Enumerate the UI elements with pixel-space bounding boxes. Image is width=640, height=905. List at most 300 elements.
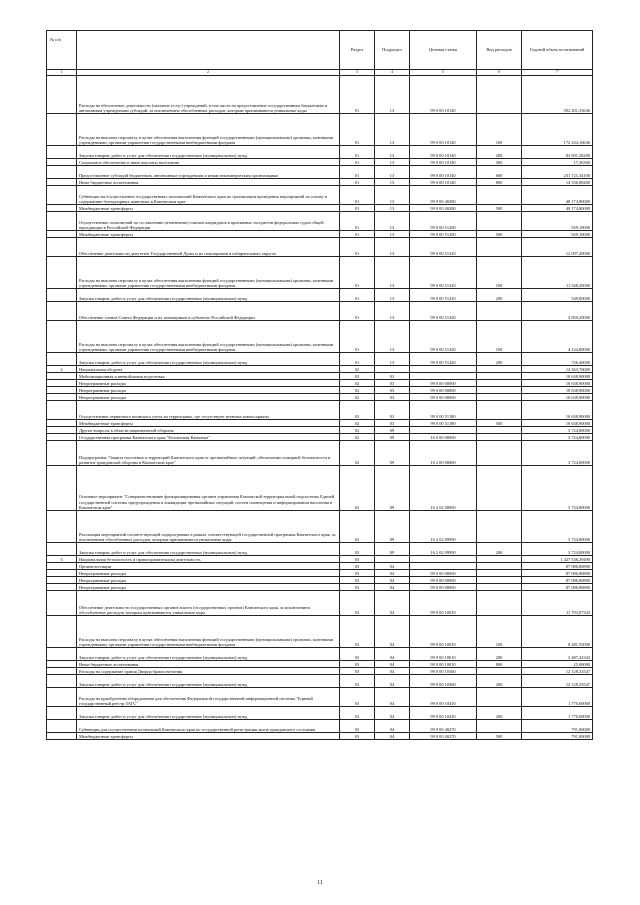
row-name-cell: Органы юстиции xyxy=(77,563,340,570)
row-section-cell: 03 xyxy=(340,591,375,616)
row-target-item-cell: 16 0 00 00000 xyxy=(410,434,477,441)
row-amount-cell: 48 174,80000 xyxy=(522,205,593,212)
row-amount-cell: 12 128,33547 xyxy=(522,668,593,675)
row-number-cell xyxy=(47,570,77,577)
row-section-cell: 01 xyxy=(340,179,375,186)
row-number-cell xyxy=(47,427,77,434)
row-section-cell: 02 xyxy=(340,394,375,401)
row-amount-cell: 87 086,80890 xyxy=(522,570,593,577)
row-expense-type-cell: 200 xyxy=(477,675,522,688)
row-section-cell: 03 xyxy=(340,733,375,740)
row-section-cell: 01 xyxy=(340,257,375,289)
row-number-cell xyxy=(47,577,77,584)
table-row xyxy=(47,720,593,733)
budget-document xyxy=(46,30,588,740)
row-name-cell: Основное мероприятие "Совершенствование функционирования органов управления Камчатской территориальной подсистемы Единой государственной системы предупреждения и ликвидации чрезвычайных ситуаций, систем оповещения и информирования населения в Камчатском крае" xyxy=(77,466,340,511)
table-row xyxy=(47,114,593,146)
table-row xyxy=(47,434,593,441)
row-target-item-cell xyxy=(410,556,477,563)
row-number-cell xyxy=(47,353,77,366)
row-name-cell: Национальная оборона xyxy=(77,366,340,373)
row-expense-type-cell: 500 xyxy=(477,420,522,427)
row-section-cell: 03 xyxy=(340,648,375,661)
row-target-item-cell: 99 0 00 10140 xyxy=(410,159,477,166)
row-section-cell: 03 xyxy=(340,668,375,675)
row-subsection-cell: 03 xyxy=(375,380,410,387)
row-amount-cell: 8 281,55000 xyxy=(522,616,593,648)
row-name-cell: Социальное обеспечение и иные выплаты населению xyxy=(77,159,340,166)
row-section-cell: 02 xyxy=(340,543,375,556)
table-row xyxy=(47,570,593,577)
row-target-item-cell: 99 0 00 00000 xyxy=(410,584,477,591)
row-expense-type-cell: 100 xyxy=(477,321,522,353)
row-number-cell xyxy=(47,441,77,466)
table-row xyxy=(47,186,593,205)
table-row xyxy=(47,648,593,661)
row-amount-cell: 1 770,00000 xyxy=(522,707,593,720)
row-subsection-cell: 04 xyxy=(375,648,410,661)
row-target-item-cell: 99 0 00 51180 xyxy=(410,401,477,420)
row-section-cell: 03 xyxy=(340,616,375,648)
row-target-item-cell: 16 2 02 09990 xyxy=(410,511,477,543)
row-name-cell: Закупка товаров, работ и услуг для обеспечения государственных (муниципальных) нужд xyxy=(77,648,340,661)
row-target-item-cell: 99 0 00 40280 xyxy=(410,205,477,212)
row-number-cell xyxy=(47,401,77,420)
row-expense-type-cell: 800 xyxy=(477,661,522,668)
row-target-item-cell: 99 0 00 51420 xyxy=(410,353,477,366)
row-target-item-cell: 99 0 00 10140 xyxy=(410,166,477,179)
row-subsection-cell: 13 xyxy=(375,238,410,257)
row-name-cell: Субвенции на осуществление государственных полномочий Камчатского края по организации проведения мероприятий по отлову и содержанию безнадзорных животных в Камчатском крае xyxy=(77,186,340,205)
table-row xyxy=(47,584,593,591)
row-section-cell: 02 xyxy=(340,373,375,380)
row-section-cell: 02 xyxy=(340,434,375,441)
row-section-cell: 01 xyxy=(340,76,375,114)
row-number-cell: 3 xyxy=(47,556,77,563)
row-number-cell xyxy=(47,212,77,231)
row-section-cell: 02 xyxy=(340,420,375,427)
row-subsection-cell: 03 xyxy=(375,420,410,427)
row-number-cell xyxy=(47,321,77,353)
row-amount-cell: 3 724,80000 xyxy=(522,441,593,466)
row-target-item-cell: 16 2 02 09990 xyxy=(410,543,477,556)
row-target-item-cell: 99 0 00 10140 xyxy=(410,146,477,159)
row-number-cell xyxy=(47,76,77,114)
row-expense-type-cell xyxy=(477,720,522,733)
row-name-cell: Межбюджетные трансферты xyxy=(77,205,340,212)
row-subsection-cell: 04 xyxy=(375,577,410,584)
row-amount-cell: 10 638,90000 xyxy=(522,401,593,420)
row-subsection-cell: 13 xyxy=(375,231,410,238)
row-amount-cell: 12 097,20000 xyxy=(522,238,593,257)
row-name-cell: Закупка товаров, работ и услуг для обеспечения государственных (муниципальных) нужд xyxy=(77,289,340,302)
row-number-cell xyxy=(47,648,77,661)
row-amount-cell: 1 427 536,29490 xyxy=(522,556,593,563)
row-amount-cell: 3 724,80000 xyxy=(522,511,593,543)
row-section-cell: 02 xyxy=(340,387,375,394)
row-number-cell xyxy=(47,231,77,238)
row-number-cell xyxy=(47,661,77,668)
row-expense-type-cell: 300 xyxy=(477,159,522,166)
row-name-cell: Непрограммные расходы xyxy=(77,577,340,584)
row-expense-type-cell xyxy=(477,591,522,616)
row-target-item-cell: 99 0 00 10010 xyxy=(410,591,477,616)
row-section-cell: 01 xyxy=(340,166,375,179)
row-target-item-cell: 99 0 00 51410 xyxy=(410,289,477,302)
row-target-item-cell xyxy=(410,373,477,380)
row-amount-cell: 10 638,90000 xyxy=(522,380,593,387)
row-subsection-cell: 04 xyxy=(375,591,410,616)
row-target-item-cell xyxy=(410,366,477,373)
row-section-cell: 02 xyxy=(340,511,375,543)
row-subsection-cell: 09 xyxy=(375,511,410,543)
budget-table xyxy=(46,30,593,740)
row-subsection-cell: 04 xyxy=(375,675,410,688)
row-amount-cell: 791,00000 xyxy=(522,733,593,740)
row-name-cell: Государственная программа Камчатского края "Безопасная Камчатка" xyxy=(77,434,340,441)
row-expense-type-cell xyxy=(477,373,522,380)
row-subsection-cell: 04 xyxy=(375,563,410,570)
header-number: № п/п xyxy=(47,31,77,70)
row-target-item-cell: 99 0 00 00000 xyxy=(410,394,477,401)
table-row xyxy=(47,257,593,289)
row-expense-type-cell xyxy=(477,394,522,401)
row-expense-type-cell: 100 xyxy=(477,114,522,146)
row-amount-cell: 929,10000 xyxy=(522,212,593,231)
header-name xyxy=(77,31,340,70)
row-expense-type-cell: 500 xyxy=(477,733,522,740)
row-number-cell xyxy=(47,543,77,556)
row-number-cell xyxy=(47,373,77,380)
row-expense-type-cell: 200 xyxy=(477,707,522,720)
row-subsection-cell xyxy=(375,556,410,563)
row-name-cell: Непрограммные расходы xyxy=(77,380,340,387)
row-expense-type-cell xyxy=(477,466,522,511)
column-index: 6 xyxy=(477,70,522,76)
row-expense-type-cell xyxy=(477,380,522,387)
row-amount-cell: 11 548,20000 xyxy=(522,257,593,289)
table-row xyxy=(47,591,593,616)
table-row xyxy=(47,401,593,420)
row-number-cell xyxy=(47,668,77,675)
row-subsection-cell: 09 xyxy=(375,543,410,556)
table-row xyxy=(47,441,593,466)
row-number-cell xyxy=(47,289,77,302)
row-expense-type-cell: 100 xyxy=(477,616,522,648)
row-expense-type-cell: 100 xyxy=(477,257,522,289)
row-number-cell xyxy=(47,733,77,740)
row-expense-type-cell: 200 xyxy=(477,146,522,159)
row-name-cell: Непрограммные расходы xyxy=(77,387,340,394)
row-name-cell: Другие вопросы в области национальной обороны xyxy=(77,427,340,434)
row-name-cell: Закупка товаров, работ и услуг для обеспечения государственных (муниципальных) нужд xyxy=(77,353,340,366)
row-expense-type-cell xyxy=(477,688,522,707)
row-name-cell: Иные бюджетные ассигнования xyxy=(77,661,340,668)
row-number-cell xyxy=(47,563,77,570)
row-amount-cell: 87 086,80890 xyxy=(522,577,593,584)
row-name-cell: Расходы на приобретение оборудования для обеспечения Федеральной государственной информационной системы "Единый государственный реестр ЗАГС" xyxy=(77,688,340,707)
row-section-cell: 01 xyxy=(340,114,375,146)
row-name-cell: Расходы на выплаты персоналу в целях обеспечения выполнения функций государственными (муниципальными) органами, казенными учреждениями, органами управления государственными внебюджетными фондами xyxy=(77,321,340,353)
column-index: 1 xyxy=(47,70,77,76)
row-subsection-cell: 03 xyxy=(375,387,410,394)
row-subsection-cell: 13 xyxy=(375,321,410,353)
row-section-cell: 01 xyxy=(340,302,375,321)
row-amount-cell: 3 487,42343 xyxy=(522,648,593,661)
row-target-item-cell: 99 0 00 00000 xyxy=(410,380,477,387)
row-number-cell: 2 xyxy=(47,366,77,373)
row-target-item-cell: 99 0 00 51410 xyxy=(410,238,477,257)
header-subsection: Подраздел xyxy=(375,31,410,70)
row-amount-cell: 25,00000 xyxy=(522,661,593,668)
row-section-cell: 01 xyxy=(340,321,375,353)
row-amount-cell: 10 638,90000 xyxy=(522,394,593,401)
row-amount-cell: 12 128,33547 xyxy=(522,675,593,688)
row-target-item-cell xyxy=(410,427,477,434)
row-section-cell: 03 xyxy=(340,688,375,707)
row-subsection-cell: 09 xyxy=(375,441,410,466)
table-row xyxy=(47,159,593,166)
row-subsection-cell: 13 xyxy=(375,114,410,146)
row-section-cell: 01 xyxy=(340,289,375,302)
row-subsection-cell: 09 xyxy=(375,434,410,441)
row-number-cell xyxy=(47,420,77,427)
row-target-item-cell: 99 0 00 10410 xyxy=(410,688,477,707)
table-row xyxy=(47,179,593,186)
row-name-cell: Непрограммные расходы xyxy=(77,394,340,401)
column-index: 2 xyxy=(77,70,340,76)
row-target-item-cell: 99 0 00 40280 xyxy=(410,186,477,205)
row-section-cell: 03 xyxy=(340,584,375,591)
row-expense-type-cell xyxy=(477,434,522,441)
row-number-cell xyxy=(47,380,77,387)
row-name-cell: Мобилизационная и вневойсковая подготовка xyxy=(77,373,340,380)
row-name-cell: Предоставление субсидий бюджетным, автономным учреждениям и иным некоммерческим организациям xyxy=(77,166,340,179)
row-section-cell: 02 xyxy=(340,401,375,420)
row-name-cell: Обеспечение деятельности государственных органов власти (государственных органов) Камчатского края, за исключением обособленных расходов, которым присваиваются уникальные коды xyxy=(77,591,340,616)
row-expense-type-cell xyxy=(477,401,522,420)
table-row xyxy=(47,556,593,563)
table-row xyxy=(47,466,593,511)
row-expense-type-cell: 200 xyxy=(477,353,522,366)
row-subsection-cell: 04 xyxy=(375,661,410,668)
row-number-cell xyxy=(47,616,77,648)
table-row xyxy=(47,353,593,366)
row-subsection-cell: 04 xyxy=(375,616,410,648)
row-target-item-cell: 99 0 00 10410 xyxy=(410,707,477,720)
row-subsection-cell: 13 xyxy=(375,76,410,114)
row-target-item-cell: 99 0 00 10010 xyxy=(410,648,477,661)
row-subsection-cell: 03 xyxy=(375,394,410,401)
row-subsection-cell: 13 xyxy=(375,186,410,205)
row-subsection-cell: 04 xyxy=(375,570,410,577)
row-target-item-cell: 99 0 00 51200 xyxy=(410,231,477,238)
row-target-item-cell: 99 0 00 40270 xyxy=(410,733,477,740)
row-target-item-cell: 99 0 00 51420 xyxy=(410,321,477,353)
row-amount-cell: 791,00000 xyxy=(522,720,593,733)
row-target-item-cell: 99 0 00 10140 xyxy=(410,179,477,186)
row-number-cell xyxy=(47,387,77,394)
row-expense-type-cell: 500 xyxy=(477,205,522,212)
row-name-cell: Обеспечение деятельности депутатов Государственной Думы и их помощников в избирательных округах xyxy=(77,238,340,257)
row-subsection-cell: 13 xyxy=(375,146,410,159)
row-amount-cell: 87 086,80890 xyxy=(522,584,593,591)
row-name-cell: Непрограммные расходы xyxy=(77,584,340,591)
row-subsection-cell: 03 xyxy=(375,401,410,420)
row-subsection-cell: 13 xyxy=(375,212,410,231)
row-name-cell: Подпрограмма "Защита населения и территорий Камчатского края от чрезвычайных ситуаций, обеспечение пожарной безопасности и развитие гражданской обороны в Камчатском крае" xyxy=(77,441,340,466)
table-body xyxy=(47,76,593,740)
row-target-item-cell: 99 0 00 51420 xyxy=(410,302,477,321)
row-name-cell: Закупка товаров, работ и услуг для обеспечения государственных (муниципальных) нужд xyxy=(77,146,340,159)
row-section-cell: 02 xyxy=(340,366,375,373)
row-section-cell: 02 xyxy=(340,380,375,387)
row-section-cell: 03 xyxy=(340,556,375,563)
row-target-item-cell: 99 0 00 00000 xyxy=(410,387,477,394)
row-amount-cell: 87 086,80890 xyxy=(522,563,593,570)
row-name-cell: Межбюджетные трансферты xyxy=(77,231,340,238)
row-subsection-cell: 04 xyxy=(375,668,410,675)
row-number-cell xyxy=(47,707,77,720)
row-name-cell: Расходы на обеспечение деятельности (оказание услуг) учреждений, в том числе на предоставление государственным бюджетным и автономным учреждениям субсидий, за исключением обособленных расходов, которым присваиваются уникальные коды xyxy=(77,76,340,114)
row-amount-cell: 231 721,34100 xyxy=(522,166,593,179)
row-name-cell: Межбюджетные трансферты xyxy=(77,733,340,740)
row-expense-type-cell xyxy=(477,427,522,434)
row-target-item-cell: 99 0 00 51410 xyxy=(410,257,477,289)
row-subsection-cell: 04 xyxy=(375,688,410,707)
row-subsection-cell: 13 xyxy=(375,302,410,321)
row-number-cell xyxy=(47,186,77,205)
table-row xyxy=(47,380,593,387)
row-section-cell: 01 xyxy=(340,212,375,231)
row-number-cell xyxy=(47,159,77,166)
row-subsection-cell xyxy=(375,366,410,373)
row-expense-type-cell xyxy=(477,584,522,591)
row-number-cell xyxy=(47,146,77,159)
row-amount-cell: 3 724,80000 xyxy=(522,427,593,434)
header-expense-type: Вид расходов xyxy=(477,31,522,70)
row-amount-cell: 10 638,90000 xyxy=(522,373,593,380)
row-number-cell xyxy=(47,114,77,146)
row-subsection-cell: 09 xyxy=(375,427,410,434)
column-index: 3 xyxy=(340,70,375,76)
row-number-cell xyxy=(47,675,77,688)
row-number-cell xyxy=(47,166,77,179)
row-subsection-cell: 04 xyxy=(375,707,410,720)
row-name-cell: Закупка товаров, работ и услуг для обеспечения государственных (муниципальных) нужд xyxy=(77,707,340,720)
row-target-item-cell: 99 0 00 10360 xyxy=(410,675,477,688)
row-amount-cell: 14 336,88400 xyxy=(522,179,593,186)
row-expense-type-cell xyxy=(477,76,522,114)
table-row xyxy=(47,205,593,212)
column-index: 7 xyxy=(522,70,593,76)
row-expense-type-cell: 200 xyxy=(477,648,522,661)
row-target-item-cell xyxy=(410,563,477,570)
table-row xyxy=(47,616,593,648)
row-expense-type-cell xyxy=(477,302,522,321)
row-subsection-cell: 13 xyxy=(375,166,410,179)
row-amount-cell: 48 174,80000 xyxy=(522,186,593,205)
table-row xyxy=(47,707,593,720)
row-section-cell: 01 xyxy=(340,231,375,238)
row-amount-cell: 11 793,97343 xyxy=(522,591,593,616)
row-expense-type-cell xyxy=(477,570,522,577)
row-subsection-cell: 04 xyxy=(375,733,410,740)
row-number-cell xyxy=(47,257,77,289)
row-expense-type-cell xyxy=(477,511,522,543)
table-row xyxy=(47,146,593,159)
row-subsection-cell: 09 xyxy=(375,466,410,511)
row-number-cell xyxy=(47,466,77,511)
row-section-cell: 03 xyxy=(340,563,375,570)
row-section-cell: 03 xyxy=(340,577,375,584)
row-name-cell: Расходы на содержание здания Дворца бракосочетания xyxy=(77,668,340,675)
row-section-cell: 01 xyxy=(340,205,375,212)
row-section-cell: 03 xyxy=(340,675,375,688)
row-target-item-cell: 16 2 02 00000 xyxy=(410,466,477,511)
row-amount-cell: 726,40000 xyxy=(522,353,593,366)
row-expense-type-cell xyxy=(477,441,522,466)
row-target-item-cell: 99 0 00 10140 xyxy=(410,114,477,146)
row-number-cell xyxy=(47,434,77,441)
table-row xyxy=(47,321,593,353)
row-amount-cell: 10 638,90000 xyxy=(522,387,593,394)
row-target-item-cell: 99 0 00 00000 xyxy=(410,570,477,577)
row-amount-cell: 83 691,58200 xyxy=(522,146,593,159)
row-name-cell: Расходы на выплаты персоналу в целях обеспечения выполнения функций государственными (муниципальными) органами, казенными учреждениями, органами управления государственными внебюджетными фондами xyxy=(77,114,340,146)
row-section-cell: 03 xyxy=(340,720,375,733)
row-amount-cell: 4 124,80000 xyxy=(522,321,593,353)
table-row xyxy=(47,231,593,238)
table-row xyxy=(47,394,593,401)
row-target-item-cell: 16 2 00 00000 xyxy=(410,441,477,466)
row-number-cell xyxy=(47,205,77,212)
row-number-cell xyxy=(47,394,77,401)
column-index: 4 xyxy=(375,70,410,76)
row-name-cell: Иные бюджетные ассигнования xyxy=(77,179,340,186)
row-section-cell: 02 xyxy=(340,427,375,434)
row-number-cell xyxy=(47,179,77,186)
table-row xyxy=(47,238,593,257)
row-name-cell: Непрограммные расходы xyxy=(77,570,340,577)
table-row xyxy=(47,577,593,584)
row-expense-type-cell xyxy=(477,238,522,257)
table-row xyxy=(47,543,593,556)
row-name-cell: Межбюджетные трансферты xyxy=(77,420,340,427)
page-number: 11 xyxy=(317,880,323,886)
table-row xyxy=(47,511,593,543)
row-subsection-cell: 03 xyxy=(375,373,410,380)
row-subsection-cell: 13 xyxy=(375,179,410,186)
row-name-cell: Расходы на выплаты персоналу в целях обеспечения выполнения функций государственными (муниципальными) органами, казенными учреждениями, органами управления государственными внебюджетными фондами xyxy=(77,257,340,289)
row-number-cell xyxy=(47,584,77,591)
row-section-cell: 01 xyxy=(340,159,375,166)
row-expense-type-cell: 600 xyxy=(477,166,522,179)
table-row xyxy=(47,427,593,434)
row-expense-type-cell: 200 xyxy=(477,289,522,302)
row-section-cell: 03 xyxy=(340,707,375,720)
table-row xyxy=(47,688,593,707)
table-row xyxy=(47,420,593,427)
row-subsection-cell: 13 xyxy=(375,159,410,166)
row-amount-cell: 172 434,16636 xyxy=(522,114,593,146)
row-amount-cell: 929,10000 xyxy=(522,231,593,238)
row-subsection-cell: 13 xyxy=(375,257,410,289)
row-section-cell: 02 xyxy=(340,466,375,511)
table-row xyxy=(47,166,593,179)
header-section: Раздел xyxy=(340,31,375,70)
row-amount-cell: 4 850,20000 xyxy=(522,302,593,321)
